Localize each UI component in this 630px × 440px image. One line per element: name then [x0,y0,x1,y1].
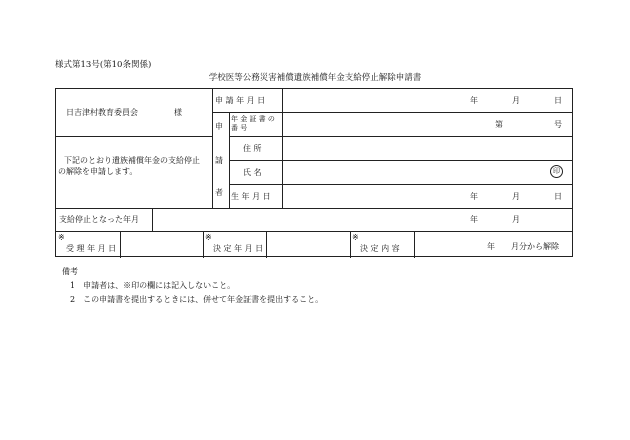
request-text-line2: の解除を申請します。 [58,167,138,176]
birth-date-label: 生 年 月 日 [231,192,271,201]
form-number: 様式第13号(第10条関係) [55,60,152,70]
request-text-line1: 下記のとおり遺族補償年金の支給停止 [64,156,200,165]
applicant-label-top: 申 [215,122,223,131]
name-label: 氏 名 [243,168,262,177]
birth-date-month: 月 [512,192,520,201]
suspension-label: 支給停止となった年月 [59,215,139,224]
application-date-year: 年 [470,96,478,105]
certificate-suffix: 号 [554,120,562,129]
suspension-year: 年 [470,215,478,224]
note-item: 2 この申請書を提出するときには、併せて年金証書を提出すること。 [70,295,324,304]
applicant-label-mid: 請 [215,156,223,165]
application-date-day: 日 [554,96,562,105]
decided-date-label: 決 定 年 月 日 [213,244,264,253]
certificate-label-line1: 年 金 証 書 の [231,115,275,123]
addressee-org: 日吉津村教育委員会 [66,108,138,117]
note-item: 1 申請者は、※印の欄には記入しないこと。 [70,281,236,290]
form-title: 学校医等公務災害補償遺族補償年金支給停止解除申請書 [208,73,422,83]
certificate-label-line2: 番 号 [231,124,248,132]
birth-date-year: 年 [470,192,478,201]
application-date-label: 申 請 年 月 日 [215,96,266,105]
birth-date-day: 日 [554,192,562,201]
address-label: 住 所 [243,144,262,153]
seal-mark: 印 [550,165,563,178]
decision-content-value: 年 月分から解除 [487,242,559,251]
applicant-label-bottom: 者 [215,188,223,197]
received-date-label: 受 理 年 月 日 [66,244,117,253]
application-date-month: 月 [512,96,520,105]
notes-heading: 備考 [62,267,78,276]
office-mark-decision: ※ [352,233,359,242]
notes [62,265,323,307]
office-mark-decided: ※ [205,233,212,242]
addressee-honorific: 様 [174,108,182,117]
decision-content-label: 決 定 内 容 [360,244,400,253]
office-mark-received: ※ [58,233,65,242]
certificate-unit: 第 [495,120,503,129]
suspension-month: 月 [512,215,520,224]
